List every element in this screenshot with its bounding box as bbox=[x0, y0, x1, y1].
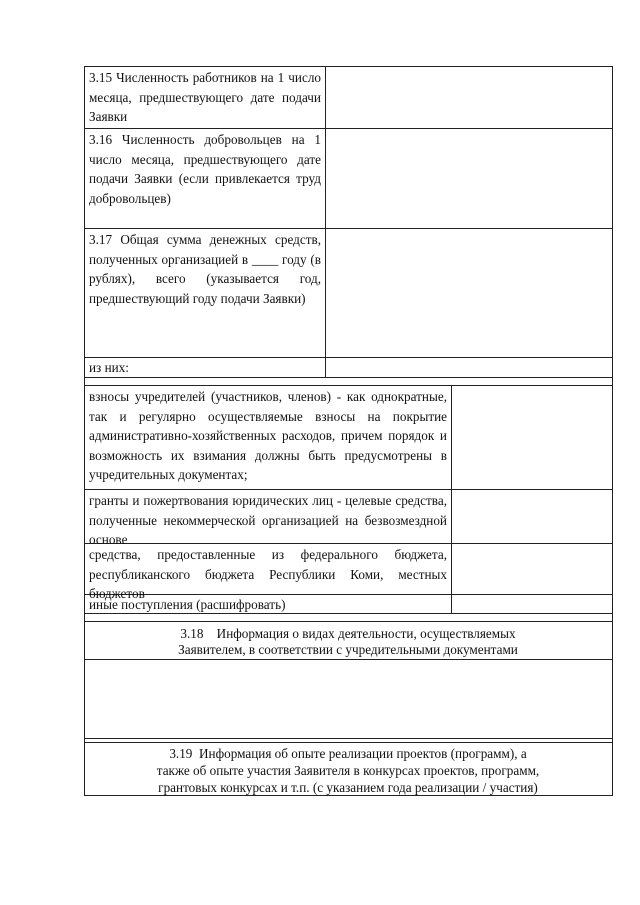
row-divider bbox=[84, 489, 613, 490]
row-iz-nih-label: из них: bbox=[89, 360, 129, 375]
section-3-19-title-line3: грантовых конкурсах и т.п. (с указанием года реализации / участия) bbox=[158, 780, 538, 795]
row-granty-label: гранты и пожертвования юридических лиц - целевые средства, полученные некоммерческой организацией на безвозмездной основе bbox=[89, 493, 447, 547]
table-border-left bbox=[84, 66, 85, 796]
column-divider-upper bbox=[325, 66, 326, 377]
row-3-15-label: 3.15 Численность работников на 1 число месяца, предшествующего дате подачи Заявки bbox=[89, 70, 321, 124]
row-divider bbox=[84, 128, 613, 129]
section-3-18-title-line1: 3.18 Информация о видах деятельности, осуществляемых bbox=[180, 626, 516, 641]
row-vznosy-label: взносы учредителей (участников, членов) - как однократные, так и регулярно осуществляемые взносы на покрытие административно-хозяйственных расходов, причем порядок и возможность их взимания должны быть предусмотрены в учредительных документах; bbox=[89, 389, 447, 482]
table-border-top bbox=[84, 66, 613, 67]
row-3-16-label: 3.16 Численность добровольцев на 1 число месяца, предшествующего дате подачи Заявки (если привлекается труд добровольцев) bbox=[89, 132, 321, 206]
section-3-19-title-line2: также об опыте участия Заявителя в конкурсах проектов, программ, bbox=[156, 763, 540, 778]
row-divider bbox=[84, 621, 613, 622]
row-budget-label: средства, предоставленные из федерального бюджета, республиканского бюджета Республики Коми, местных бюджетов bbox=[89, 547, 447, 601]
row-3-17-label: 3.17 Общая сумма денежных средств, полученных организацией в ____ году (в рублях), всего (указывается год, предшествующий году подачи Заявки) bbox=[89, 232, 321, 306]
table-border-right bbox=[612, 66, 613, 796]
column-divider-lower bbox=[451, 385, 452, 614]
row-divider bbox=[84, 385, 613, 386]
row-divider bbox=[84, 742, 613, 743]
row-inye-label: иные поступления (расшифровать) bbox=[89, 597, 286, 612]
section-3-18-title-line2: Заявителем, в соответствии с учредительными документами bbox=[178, 642, 518, 657]
row-divider bbox=[84, 228, 613, 229]
row-divider bbox=[84, 738, 613, 739]
section-3-19-title-line1: 3.19 Информация об опыте реализации проектов (программ), а bbox=[169, 746, 527, 761]
